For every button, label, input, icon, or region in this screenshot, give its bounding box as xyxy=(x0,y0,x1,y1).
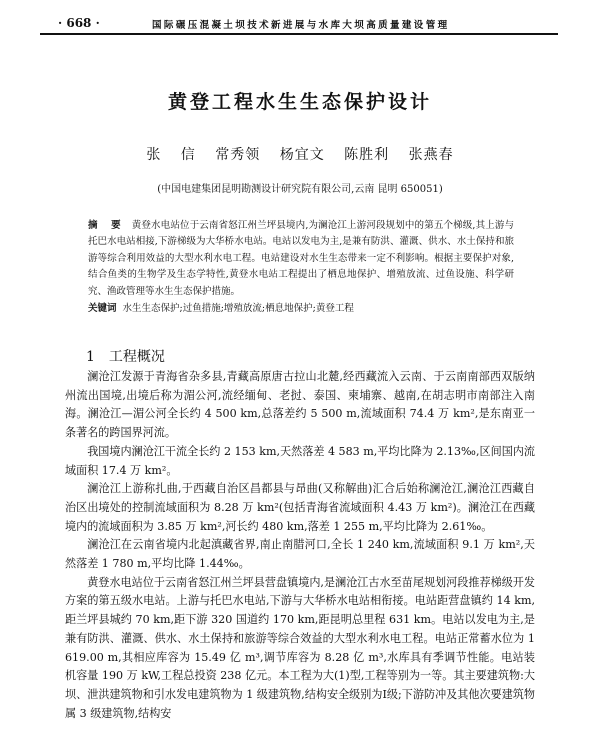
paragraph: 澜沧江在云南省境内北起滇藏省界,南止南腊河口,全长 1 240 km,流域面积 9.1 万 km²,天然落差 1 780 m,平均比降 1.44‰。 xyxy=(65,538,535,571)
paragraph: 我国境内澜沧江干流全长约 2 153 km,天然落差 4 583 m,平均比降为 2.13‰,区间国内流域面积 17.4 万 km²。 xyxy=(65,444,535,477)
paragraph: 黄登水电站位于云南省怒江州兰坪县营盘镇境内,是澜沧江古水至苗尾规划河段推荐梯级开发方案的第五级水电站。上游与托巴水电站,下游与大华桥水电站相衔接。电站距营盘镇约 14 km,距兰坪县城约 70 km,距下游 320 国道约 170 km,距昆明总里程 631 km。电站以发电为主,是兼有防洪、灌溉、供水、水土保持和旅游等综合效益的大型水利水电工程。电站正常蓄水位为 1 619.00 m,其相应库容为 15.49 亿 m³,调节库容为 8.28 亿 m³,水库具有季调节性能。电站装机容量 190 万 kW,工程总投资 238 亿元。本工程为大(1)型,工程等别为一等。其主要建筑物:大坝、泄洪建筑物和引水发电建筑物为 1 级建筑物,结构安全级别为Ⅰ级;下游防冲及其他次要建筑物属 3 级建筑物,结构安 xyxy=(65,575,535,720)
keywords-label: 关键词 xyxy=(88,303,117,314)
header-rule xyxy=(40,33,558,35)
abstract-label: 摘 要 xyxy=(88,220,126,231)
abstract xyxy=(88,218,514,300)
section-heading xyxy=(86,346,165,366)
authors: 张 信 常秀领 杨宜文 陈胜利 张燕春 xyxy=(146,147,454,163)
article-title: 黄登工程水生生态保护设计 xyxy=(167,91,432,113)
keywords-text: 水生生态保护;过鱼措施;增殖放流;栖息地保护;黄登工程 xyxy=(122,303,354,314)
section-number: 1 xyxy=(86,349,95,365)
running-header xyxy=(40,12,558,34)
paragraph: 澜沧江上游称扎曲,于西藏自治区昌都县与昂曲(又称解曲)汇合后始称澜沧江,澜沧江西藏自治区出境处的控制流域面积为 8.28 万 km²(包括青海省流域面积 4.43 万 km²)。澜沧江在西藏境内的流域面积为 3.85 万 km²,河长约 480 km,落差 1 255 m,平均比降为 2.61‰。 xyxy=(65,482,535,533)
abstract-text: 黄登水电站位于云南省怒江州兰坪县境内,为澜沧江上游河段规划中的第五个梯级,其上游与托巴水电站相接,下游梯级为大华桥水电站。电站以发电为主,是兼有防洪、灌溉、供水、水土保持和旅游等综合利用效益的大型水利水电工程。电站建设对水生生态带来一定不利影响。根据主要保护对象,结合鱼类的生物学及生态学特性,黄登水电站工程提出了栖息地保护、增殖放流、过鱼设施、科学研究、渔政管理等水生生态保护措施。 xyxy=(88,220,515,297)
keywords xyxy=(88,300,514,314)
body-text xyxy=(65,368,535,723)
affiliation: (中国电建集团昆明勘测设计研究院有限公司,云南 昆明 650051) xyxy=(157,184,443,195)
paragraph: 澜沧江发源于青海省杂多县,青藏高原唐古拉山北麓,经西藏流入云南、于云南南部西双版纳州流出国境,出境后称为湄公河,流经缅甸、老挝、泰国、柬埔寨、越南,在胡志明市南部注入南海。澜沧江—湄公河全长约 4 500 km,总落差约 5 500 m,流域面积 74.4 万 km²,是东南亚一条著名的跨国界河流。 xyxy=(65,370,535,440)
section-title: 工程概况 xyxy=(108,349,165,365)
page-number: · 668 · xyxy=(58,16,100,30)
running-title: 国际碾压混凝土坝技术新进展与水库大坝高质量建设管理 xyxy=(152,20,450,31)
